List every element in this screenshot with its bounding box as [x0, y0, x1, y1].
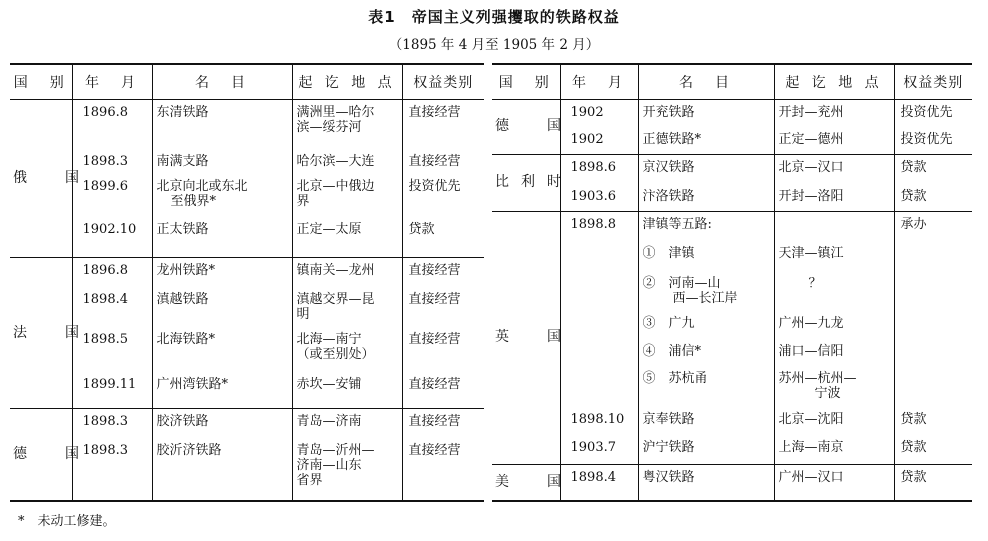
- left-table: [10, 63, 484, 502]
- route-cell: [292, 408, 402, 437]
- name-cell: [152, 100, 292, 150]
- country-cell: 英 国: [492, 212, 560, 465]
- name-cell: [638, 366, 774, 407]
- name-cell: [152, 149, 292, 174]
- name-cell: [638, 339, 774, 366]
- route-line: 广州—汉口: [778, 469, 844, 485]
- name-line: 北海铁路*: [156, 331, 216, 347]
- name-cell: [638, 127, 774, 154]
- route-line: 北京—中俄边: [296, 179, 375, 195]
- route-cell: [292, 100, 402, 150]
- name-cell: [638, 407, 774, 434]
- route-line: 广州—九龙: [778, 316, 844, 332]
- route-cell: [774, 366, 894, 407]
- type-cell: 直接经营: [408, 105, 461, 120]
- header-type: 权益类别: [413, 75, 474, 91]
- route-line: 界: [296, 194, 310, 210]
- route-line: （或至别处）: [296, 346, 375, 362]
- route-line: 天津—镇江: [778, 246, 844, 262]
- header-country: 国 别: [10, 64, 72, 100]
- route-cell: [292, 258, 402, 287]
- name-line: 正德铁路*: [642, 131, 702, 147]
- name-line: 龙州铁路*: [156, 263, 216, 279]
- table-row: [10, 100, 484, 150]
- route-cell: [292, 174, 402, 217]
- name-cell: [638, 435, 774, 465]
- header-type: 权益类别: [903, 75, 964, 91]
- route-cell: [774, 184, 894, 211]
- name-cell: [152, 327, 292, 372]
- name-line: 南满支路: [156, 154, 209, 170]
- country-cell: 美 国: [492, 464, 560, 501]
- date-cell: 1898.3: [72, 438, 152, 501]
- route-line: 滨—绥芬河: [296, 120, 362, 135]
- right-table: [492, 63, 972, 502]
- date-cell: 1903.6: [560, 184, 638, 211]
- name-line: ① 津镇: [642, 246, 695, 262]
- date-cell: 1898.8: [560, 212, 638, 242]
- table-row: [10, 258, 484, 287]
- table-row: [492, 407, 972, 434]
- type-cell: 直接经营: [408, 413, 461, 429]
- name-line: 广州湾铁路*: [156, 377, 229, 393]
- route-line: 青岛—济南: [296, 413, 362, 429]
- route-line: 北海—南宁: [296, 331, 362, 347]
- route-line: 开封—洛阳: [778, 189, 844, 205]
- route-line: 明: [296, 307, 310, 323]
- name-cell: [638, 311, 774, 338]
- route-cell: [292, 149, 402, 174]
- route-cell: [292, 438, 402, 501]
- type-cell: 贷款: [900, 469, 927, 485]
- route-line: 满洲里—哈尔: [296, 105, 375, 120]
- route-line: 正定—太原: [296, 222, 362, 238]
- date-cell: 1898.4: [72, 287, 152, 327]
- date-cell: 1902.10: [72, 217, 152, 258]
- header-name: 名 目: [152, 64, 292, 100]
- date-cell: 1899.6: [72, 174, 152, 217]
- route-line: 正定—德州: [778, 131, 844, 147]
- type-cell: 投资优先: [900, 131, 953, 147]
- table-subtitle: （1895 年 4 月至 1905 年 2 月）: [388, 37, 600, 53]
- type-cell: [894, 366, 972, 407]
- date-cell: 1896.8: [72, 100, 152, 150]
- route-line: 赤坎—安铺: [296, 377, 362, 393]
- country-cell: 法 国: [10, 258, 72, 408]
- route-line: 青岛—沂州—: [296, 442, 375, 458]
- type-cell: 贷款: [900, 439, 927, 455]
- name-cell: [152, 174, 292, 217]
- name-line: 沪宁铁路: [642, 439, 695, 455]
- name-line: 津镇等五路:: [642, 217, 712, 233]
- type-cell: 直接经营: [408, 154, 461, 170]
- route-line: 开封—兖州: [778, 105, 844, 120]
- route-cell: [292, 217, 402, 258]
- date-cell: 1898.5: [72, 327, 152, 372]
- route-line: ？: [808, 276, 822, 292]
- type-cell: [894, 339, 972, 366]
- name-cell: [638, 212, 774, 242]
- route-cell: [774, 339, 894, 366]
- country-cell: 比利时: [492, 154, 560, 211]
- header-date: 年 月: [560, 64, 638, 100]
- name-line: ⑤ 苏杭甬: [642, 370, 708, 386]
- type-cell: [894, 311, 972, 338]
- header-country: 国 别: [492, 64, 560, 100]
- route-line: 镇南关—龙州: [296, 263, 375, 279]
- name-cell: [638, 154, 774, 184]
- name-cell: [638, 241, 774, 271]
- name-line: 东清铁路: [156, 105, 209, 120]
- name-cell: [152, 258, 292, 287]
- date-cell: 1899.11: [72, 372, 152, 408]
- country-group: [10, 100, 484, 258]
- route-cell: [774, 407, 894, 434]
- name-line: 北京向北或东北: [156, 179, 248, 195]
- route-cell: [774, 271, 894, 311]
- route-cell: [292, 287, 402, 327]
- name-line: 汴洛铁路: [642, 189, 695, 205]
- type-cell: 贷款: [900, 412, 927, 428]
- table-row: [492, 464, 972, 501]
- name-cell: [638, 100, 774, 127]
- route-line: 哈尔滨—大连: [296, 154, 375, 170]
- name-line: ② 河南—山: [642, 276, 721, 292]
- type-cell: 投资优先: [408, 179, 461, 195]
- table-row: [492, 212, 972, 242]
- route-cell: [774, 464, 894, 501]
- name-line: 京汉铁路: [642, 159, 695, 175]
- table-row: [10, 217, 484, 258]
- type-cell: [894, 241, 972, 271]
- name-cell: [152, 287, 292, 327]
- date-cell: 1898.3: [72, 408, 152, 437]
- type-cell: 直接经营: [408, 331, 461, 347]
- type-cell: 直接经营: [408, 263, 461, 279]
- route-cell: [774, 154, 894, 184]
- route-line: 苏州—杭州—: [778, 370, 857, 386]
- route-cell: [774, 212, 894, 242]
- table-row: [492, 100, 972, 127]
- route-line: 省界: [296, 472, 323, 488]
- footnote: * 未动工修建。: [18, 514, 116, 529]
- header-row: [10, 64, 484, 100]
- route-line: 上海—南京: [778, 439, 844, 455]
- route-cell: [774, 100, 894, 127]
- table-row: [492, 154, 972, 184]
- date-cell: [560, 271, 638, 311]
- table-row: [492, 435, 972, 465]
- type-cell: 直接经营: [408, 292, 461, 308]
- country-group: [492, 464, 972, 501]
- name-cell: [152, 438, 292, 501]
- route-cell: [292, 327, 402, 372]
- type-cell: 贷款: [900, 189, 927, 205]
- date-cell: 1896.8: [72, 258, 152, 287]
- type-cell: 投资优先: [900, 105, 953, 120]
- type-cell: 贷款: [408, 222, 435, 238]
- type-cell: 贷款: [900, 159, 927, 175]
- header-route: 起 讫 地 点: [292, 64, 402, 100]
- date-cell: 1898.10: [560, 407, 638, 434]
- name-line: ③ 广九: [642, 316, 695, 332]
- route-cell: [774, 311, 894, 338]
- name-line: 胶沂济铁路: [156, 442, 222, 458]
- date-cell: [560, 241, 638, 271]
- table-row: [492, 241, 972, 271]
- route-line: 济南—山东: [296, 457, 362, 473]
- name-line: ④ 浦信*: [642, 343, 702, 359]
- date-cell: 1902: [560, 127, 638, 154]
- table-row: [492, 271, 972, 311]
- name-cell: [152, 372, 292, 408]
- route-line: 滇越交界—昆: [296, 292, 375, 308]
- name-line: 滇越铁路: [156, 292, 209, 308]
- type-cell: 直接经营: [408, 442, 461, 458]
- table-row: [492, 366, 972, 407]
- route-cell: [774, 127, 894, 154]
- route-line: 北京—汉口: [778, 159, 844, 175]
- header-route: 起 讫 地 点: [774, 64, 894, 100]
- name-line: 京奉铁路: [642, 412, 695, 428]
- table-row: [10, 372, 484, 408]
- table-row: [10, 408, 484, 437]
- route-cell: [774, 241, 894, 271]
- route-cell: [774, 435, 894, 465]
- header-row: [492, 64, 972, 100]
- country-cell: 德 国: [492, 100, 560, 155]
- name-cell: [152, 217, 292, 258]
- name-line: 正太铁路: [156, 222, 209, 238]
- name-cell: [638, 271, 774, 311]
- table-row: [10, 287, 484, 327]
- date-cell: 1903.7: [560, 435, 638, 465]
- date-cell: 1898.3: [72, 149, 152, 174]
- date-cell: [560, 366, 638, 407]
- name-line: 西—长江岸: [672, 291, 738, 307]
- name-line: 开兖铁路: [642, 105, 695, 120]
- header-date: 年 月: [72, 64, 152, 100]
- name-line: 至俄界*: [170, 194, 217, 210]
- header-name: 名 目: [638, 64, 774, 100]
- route-line: 浦口—信阳: [778, 343, 844, 359]
- date-cell: 1902: [560, 100, 638, 127]
- country-group: [10, 258, 484, 408]
- country-group: [10, 408, 484, 501]
- country-group: [492, 100, 972, 155]
- country-group: [492, 212, 972, 465]
- type-cell: 承办: [900, 217, 927, 233]
- name-cell: [638, 184, 774, 211]
- country-cell: 俄 国: [10, 100, 72, 258]
- country-cell: 德 国: [10, 408, 72, 501]
- route-cell: [292, 372, 402, 408]
- route-line: 北京—沈阳: [778, 412, 844, 428]
- name-cell: [152, 408, 292, 437]
- date-cell: 1898.4: [560, 464, 638, 501]
- route-line: 宁波: [814, 385, 841, 401]
- type-cell: [894, 271, 972, 311]
- country-group: [492, 154, 972, 211]
- date-cell: 1898.6: [560, 154, 638, 184]
- name-line: 粤汉铁路: [642, 469, 695, 485]
- table-title: 表1 帝国主义列强攫取的铁路权益: [368, 8, 620, 26]
- name-line: 胶济铁路: [156, 413, 209, 429]
- type-cell: 直接经营: [408, 377, 461, 393]
- name-cell: [638, 464, 774, 501]
